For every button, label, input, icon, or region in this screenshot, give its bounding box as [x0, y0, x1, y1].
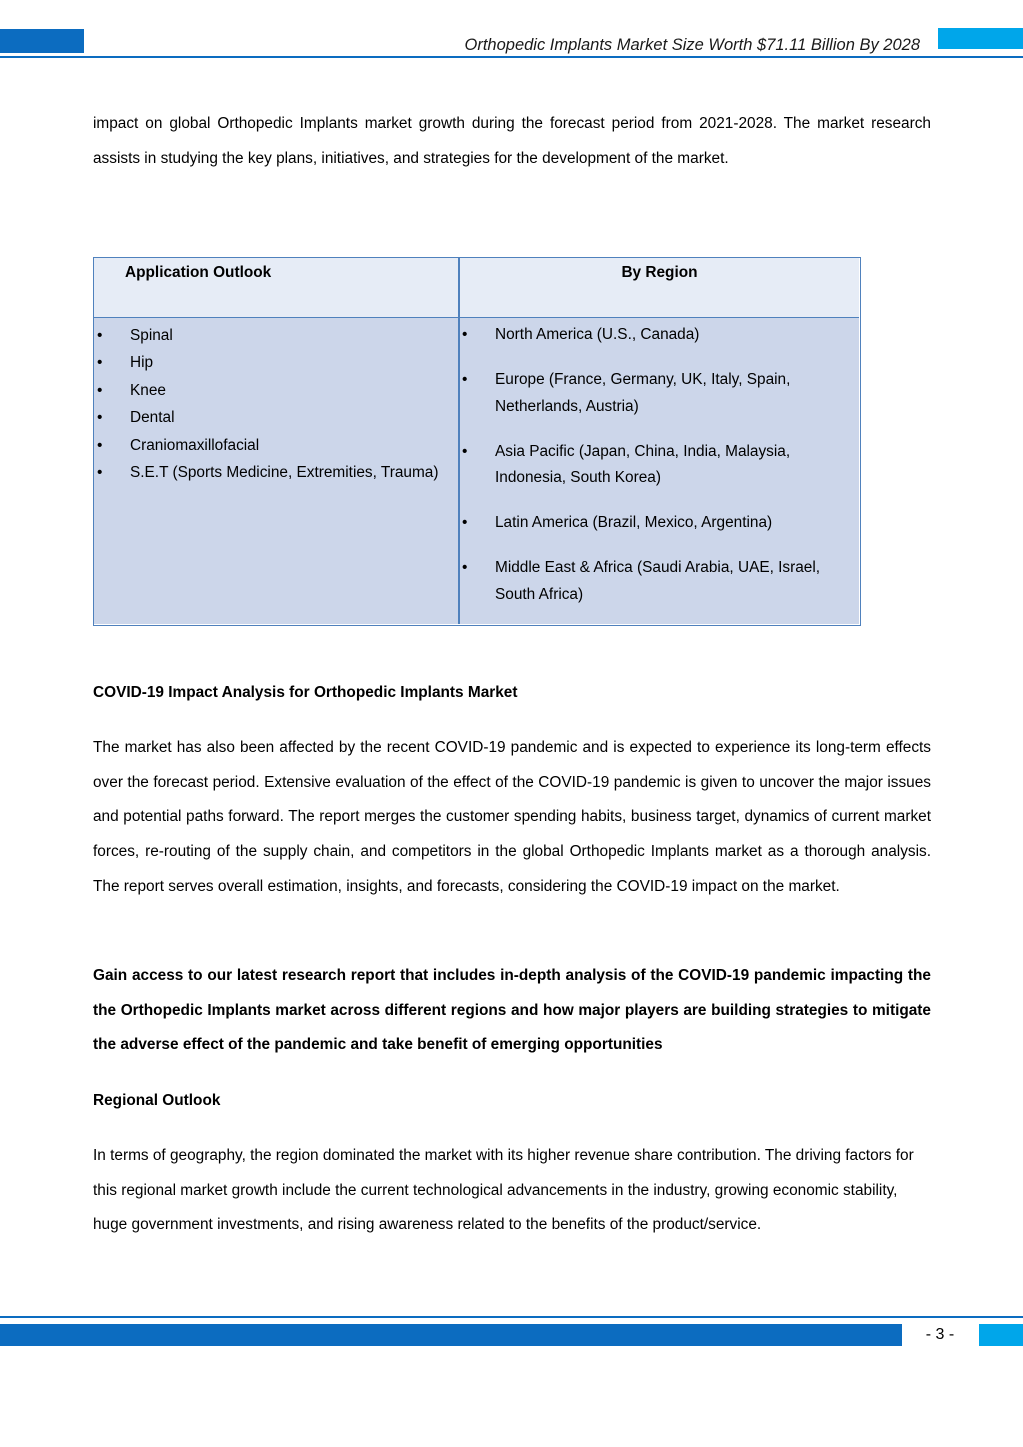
bullet-icon: • — [462, 326, 468, 343]
header-rule — [0, 56, 1023, 58]
table-header-application: Application Outlook — [125, 264, 272, 281]
list-item: • Asia Pacific (Japan, China, India, Malaysia, Indonesia, South Korea) — [462, 439, 857, 492]
list-item: • Spinal — [97, 322, 459, 349]
table-header-region: By Region — [621, 264, 698, 281]
segmentation-table — [93, 257, 861, 626]
page-number: - 3 - — [925, 1326, 955, 1343]
bullet-icon: • — [97, 436, 103, 454]
gain-access-paragraph[interactable]: Gain access to our latest research report that includes in-depth analysis of the COVID-19 pandemic impacting the the Orthopedic Implants market across different regions and how major players are building strategies to mitigate the adverse effect of the pandemic and take benefit of emerging opportunities — [93, 967, 931, 1054]
covid-paragraph: The market has also been affected by the recent COVID-19 pandemic and is expected to experience its long-term effects over the forecast period. Extensive evaluation of the effect of the COVID-19 pandemic is given to uncover the major issues and potential paths forward. The report merges the customer spending habits, business target, dynamics of current market forces, re-routing of the supply chain, and competitors in the global Orthopedic Implants market as a thorough analysis. The report serves overall estimation, insights, and forecasts, considering the COVID-19 impact on the market. — [93, 739, 931, 895]
list-item: • Middle East & Africa (Saudi Arabia, UAE, Israel, South Africa) — [462, 555, 857, 608]
table-header-row — [94, 258, 859, 318]
list-item: • Dental — [97, 404, 459, 431]
list-item: • Hip — [97, 349, 459, 376]
regional-paragraph: In terms of geography, the region dominated the market with its higher revenue share contribution. The driving factors for this regional market growth include the current technological advancements in the industry, growing economic stability, huge government investments, and rising awareness related to the benefits of the product/service. — [93, 1147, 914, 1234]
list-item: • Knee — [97, 377, 459, 404]
bullet-icon: • — [462, 371, 468, 388]
intro-paragraph: impact on global Orthopedic Implants market growth during the forecast period from 2021-2028. The market research assists in studying the key plans, initiatives, and strategies for the development of the market. — [93, 115, 931, 167]
bullet-icon: • — [97, 464, 103, 482]
header-title: Orthopedic Implants Market Size Worth $71.11 Billion By 2028 — [464, 36, 920, 54]
bullet-icon: • — [462, 514, 468, 531]
footer-accent-bar-right — [979, 1324, 1023, 1346]
footer-rule — [0, 1316, 1023, 1318]
list-item: • S.E.T (Sports Medicine, Extremities, Trauma) — [97, 459, 459, 486]
bullet-icon: • — [97, 409, 103, 427]
region-list — [462, 322, 857, 627]
list-item: • Craniomaxillofacial — [97, 432, 459, 459]
bullet-icon: • — [462, 559, 468, 576]
footer-accent-bar — [0, 1324, 902, 1346]
header-accent-bar-right — [938, 28, 1023, 49]
list-item: • Latin America (Brazil, Mexico, Argentina) — [462, 510, 857, 537]
list-item: • Europe (France, Germany, UK, Italy, Spain, Netherlands, Austria) — [462, 367, 857, 420]
covid-heading: COVID-19 Impact Analysis for Orthopedic Implants Market — [93, 684, 518, 701]
bullet-icon: • — [462, 442, 468, 460]
header-accent-bar-left — [0, 29, 84, 53]
regional-heading: Regional Outlook — [93, 1092, 221, 1109]
list-item: • North America (U.S., Canada) — [462, 322, 857, 349]
application-list — [97, 322, 459, 486]
bullet-icon: • — [97, 327, 103, 344]
bullet-icon: • — [97, 354, 103, 372]
bullet-icon: • — [97, 381, 103, 399]
